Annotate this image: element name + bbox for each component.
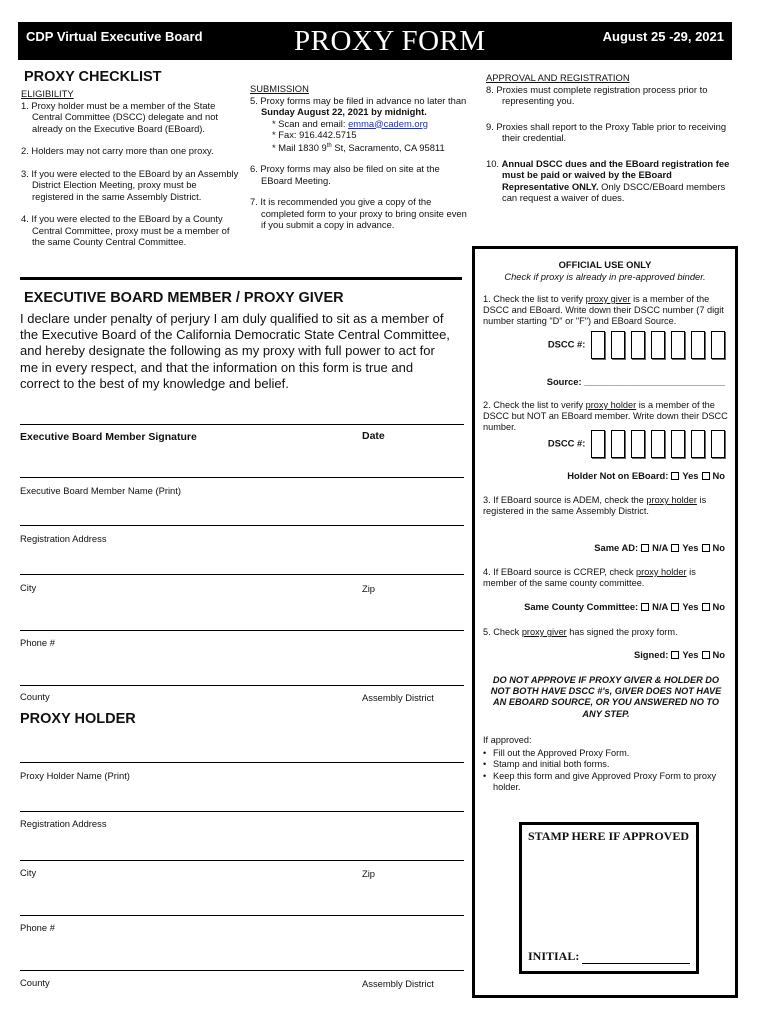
digit-box[interactable] — [711, 430, 725, 458]
approved-bullet-3: • Keep this form and give Approved Proxy Form to proxy holder. — [483, 771, 729, 793]
submission-item-5-text: 5. Proxy forms may be filed in advance no later than — [250, 94, 467, 106]
approval-section — [486, 72, 730, 210]
na-label: N/A — [652, 542, 669, 553]
no-label: No — [712, 649, 725, 660]
step-3-b: is registered in the same Assembly District. — [483, 495, 707, 517]
holder-phone-line[interactable] — [20, 915, 464, 916]
giver-zip-label: Zip — [362, 583, 376, 594]
digit-box[interactable] — [591, 331, 605, 359]
step-3-u: proxy holder — [646, 495, 697, 505]
eligibility-section — [21, 88, 239, 259]
official-step-4 — [483, 567, 729, 589]
eligibility-item-3: 3. If you were elected to the EBoard by an Assembly District Election Meeting, proxy must be registered in the same Assembly District. — [21, 167, 239, 202]
giver-county-label: County — [20, 691, 50, 702]
giver-dscc-row — [548, 331, 725, 359]
giver-phone-line[interactable] — [20, 630, 464, 631]
mail-sup: th — [326, 142, 332, 149]
digit-box[interactable] — [611, 430, 625, 458]
digit-box[interactable] — [631, 430, 645, 458]
official-step-3 — [483, 495, 729, 517]
official-step-1 — [483, 294, 729, 328]
mail-suffix: St, Sacramento, CA 95811 — [331, 141, 445, 153]
digit-box[interactable] — [591, 430, 605, 458]
step-2-a: 2. Check the list to verify — [483, 400, 586, 410]
digit-box[interactable] — [691, 331, 705, 359]
yes-label: Yes — [682, 470, 699, 481]
step-4-a: 4. If EBoard source is CCREP, check — [483, 567, 637, 577]
approval-item-10-num: 10. — [486, 157, 502, 169]
digit-box[interactable] — [611, 331, 625, 359]
official-step-2 — [483, 400, 729, 434]
step-5-u: proxy giver — [521, 627, 567, 637]
holder-name-label: Proxy Holder Name (Print) — [20, 770, 130, 781]
official-use-subtitle: Check if proxy is already in pre-approved binder. — [504, 271, 706, 282]
section-divider — [20, 277, 462, 280]
digit-box[interactable] — [671, 331, 685, 359]
digit-box[interactable] — [651, 430, 665, 458]
mail-prefix: * Mail 1830 9 — [272, 141, 327, 153]
holder-county-line[interactable] — [20, 970, 464, 971]
submission-item-6: 6. Proxy forms may also be filed on site at the EBoard Meeting. — [250, 163, 440, 186]
giver-title: EXECUTIVE BOARD MEMBER / PROXY GIVER — [24, 290, 344, 306]
approval-item-8: 8. Proxies must complete registration process prior to representing you. — [486, 83, 708, 106]
submission-item-5 — [250, 95, 468, 154]
official-use-title: OFFICIAL USE ONLY — [558, 259, 652, 270]
holder-dscc-label: DSCC #: — [547, 437, 586, 449]
giver-phone-label: Phone # — [20, 637, 55, 648]
yes-label: Yes — [682, 542, 699, 553]
yes-label: Yes — [682, 649, 699, 660]
holder-phone-label: Phone # — [20, 922, 55, 933]
source-field[interactable]: Source: ___________________________ — [546, 376, 725, 387]
if-approved-block — [483, 735, 729, 793]
official-use-box — [472, 246, 738, 998]
submission-item-7: 7. It is recommended you give a copy of the completed form to your proxy to bring onsite even if you submit a copy in advance. — [250, 196, 467, 231]
holder-address-label: Registration Address — [20, 818, 107, 829]
same-ad-label: Same AD: — [594, 542, 639, 553]
signature-line[interactable] — [20, 424, 464, 425]
form-title: PROXY FORM — [294, 25, 486, 57]
date-label: Date — [362, 430, 385, 442]
yes-checkbox[interactable] — [671, 603, 679, 611]
digit-box[interactable] — [691, 430, 705, 458]
digit-box[interactable] — [671, 430, 685, 458]
approval-item-10-rest: Only DSCC/EBoard members can request a waiver of dues. — [502, 180, 726, 203]
holder-county-label: County — [20, 977, 50, 988]
same-ad-row — [594, 542, 725, 553]
email-link[interactable]: emma@cadem.org — [348, 117, 428, 129]
submission-heading: SUBMISSION — [250, 83, 309, 94]
approved-bullet-2: • Stamp and initial both forms. — [483, 759, 729, 770]
na-checkbox[interactable] — [641, 544, 649, 552]
submission-deadline: Sunday August 22, 2021 by midnight. — [261, 106, 427, 117]
holder-zip-label: Zip — [362, 868, 376, 879]
holder-city-label: City — [20, 867, 37, 878]
step-1-a: 1. Check the list to verify — [483, 294, 586, 304]
na-label: N/A — [652, 601, 669, 612]
giver-address-label: Registration Address — [20, 533, 107, 544]
giver-address-line[interactable] — [20, 525, 464, 526]
if-approved-label: If approved: — [483, 735, 532, 745]
eligibility-item-4: 4. If you were elected to the EBoard by a County Central Committee, proxy must be a member of the same County Central Committee. — [21, 213, 230, 247]
step-1-b: is a member of the DSCC and EBoard. Write down their DSCC number (7 digit number starting "D" or "F") and EBoard Source. — [483, 294, 724, 327]
approval-item-10 — [486, 158, 730, 204]
checklist-title: PROXY CHECKLIST — [24, 69, 162, 85]
yes-checkbox[interactable] — [671, 544, 679, 552]
giver-dscc-digits[interactable] — [591, 331, 725, 359]
step-2-b: is a member of the DSCC but NOT an EBoard member. Write down their DSCC number. — [483, 400, 728, 433]
approval-item-10-bold: Annual DSCC dues and the EBoard registration fee must be paid or waived by the EBoard Representative ONLY. — [501, 157, 730, 192]
stamp-box[interactable] — [519, 822, 699, 974]
no-label: No — [712, 470, 725, 481]
approved-bullet-1: • Fill out the Approved Proxy Form. — [483, 748, 729, 759]
submission-section — [250, 83, 468, 237]
approval-item-9: 9. Proxies shall report to the Proxy Table prior to receiving their credential. — [486, 120, 727, 143]
giver-ad-label: Assembly District — [362, 692, 434, 703]
no-checkbox[interactable] — [702, 544, 710, 552]
scan-prefix: * Scan and email: — [272, 117, 349, 129]
signed-label: Signed: — [633, 649, 669, 660]
step-5-a: 5. Check — [483, 627, 522, 637]
step-5-b: has signed the proxy form. — [566, 627, 678, 637]
event-dates: August 25 -29, 2021 — [602, 29, 724, 44]
step-1-u: proxy giver — [585, 294, 631, 304]
mail-line — [261, 142, 445, 153]
eligibility-heading: ELIGIBILITY — [21, 88, 74, 99]
fax-line: * Fax: 916.442.5715 — [272, 129, 357, 140]
na-checkbox[interactable] — [641, 603, 649, 611]
step-4-u: proxy holder — [636, 567, 687, 577]
holder-city-line[interactable] — [20, 860, 464, 861]
yes-checkbox[interactable] — [671, 472, 679, 480]
approval-heading: APPROVAL AND REGISTRATION — [486, 72, 630, 83]
stamp-label: STAMP HERE IF APPROVED — [528, 829, 690, 843]
declaration-text: I declare under penalty of perjury I am duly qualified to sit as a member of the Executive Board of the California Democratic State Central Committee, and hereby designate the following as my proxy with full power to act for me in every respect, and that the information on this form is true and correct to the best of my knowledge and belief. — [20, 311, 450, 391]
yes-checkbox[interactable] — [671, 651, 679, 659]
same-county-label: Same County Committee: — [524, 601, 639, 612]
no-checkbox[interactable] — [702, 651, 710, 659]
eligibility-item-1: 1. Proxy holder must be a member of the State Central Committee (DSCC) delegate and not already on the Executive Board (EBoard). — [21, 99, 219, 134]
no-label: No — [712, 601, 725, 612]
eligibility-item-2: 2. Holders may not carry more than one proxy. — [21, 145, 214, 156]
signed-row — [634, 649, 725, 660]
holder-dscc-digits[interactable] — [591, 430, 725, 458]
digit-box[interactable] — [711, 331, 725, 359]
holder-address-line[interactable] — [20, 811, 464, 812]
no-checkbox[interactable] — [702, 603, 710, 611]
giver-city-line[interactable] — [20, 574, 464, 575]
event-name: CDP Virtual Executive Board — [26, 29, 203, 44]
same-county-row — [524, 601, 725, 612]
signature-label: Executive Board Member Signature — [20, 431, 197, 443]
holder-not-eboard-row — [567, 470, 725, 481]
scan-line — [261, 118, 428, 129]
no-checkbox[interactable] — [702, 472, 710, 480]
step-4-b: is member of the same county committee. — [483, 567, 696, 589]
step-3-a: 3. If EBoard source is ADEM, check the — [483, 495, 647, 505]
holder-ad-label: Assembly District — [362, 978, 434, 989]
giver-name-label: Executive Board Member Name (Print) — [20, 485, 181, 496]
holder-dscc-row — [548, 430, 725, 458]
giver-city-label: City — [20, 582, 37, 593]
yes-label: Yes — [682, 601, 699, 612]
initial-label: INITIAL: — [528, 949, 580, 963]
no-label: No — [712, 542, 725, 553]
giver-dscc-label: DSCC #: — [547, 338, 586, 350]
giver-name-line[interactable] — [20, 477, 464, 478]
step-2-u: proxy holder — [585, 400, 637, 410]
digit-box[interactable] — [631, 331, 645, 359]
holder-title: PROXY HOLDER — [20, 711, 136, 727]
digit-box[interactable] — [651, 331, 665, 359]
approval-warning: DO NOT APPROVE IF PROXY GIVER & HOLDER DO NOT BOTH HAVE DSCC #'s, GIVER DOES NOT HAVE AN EBOARD SOURCE, OR YOU ANSWERED NO TO ANY STEP. — [490, 675, 722, 719]
initial-line[interactable] — [582, 963, 690, 964]
holder-name-line[interactable] — [20, 762, 464, 763]
header-bar — [18, 22, 732, 60]
holder-not-eboard-label: Holder Not on EBoard: — [567, 470, 669, 481]
giver-county-line[interactable] — [20, 685, 464, 686]
official-step-5 — [483, 627, 729, 638]
